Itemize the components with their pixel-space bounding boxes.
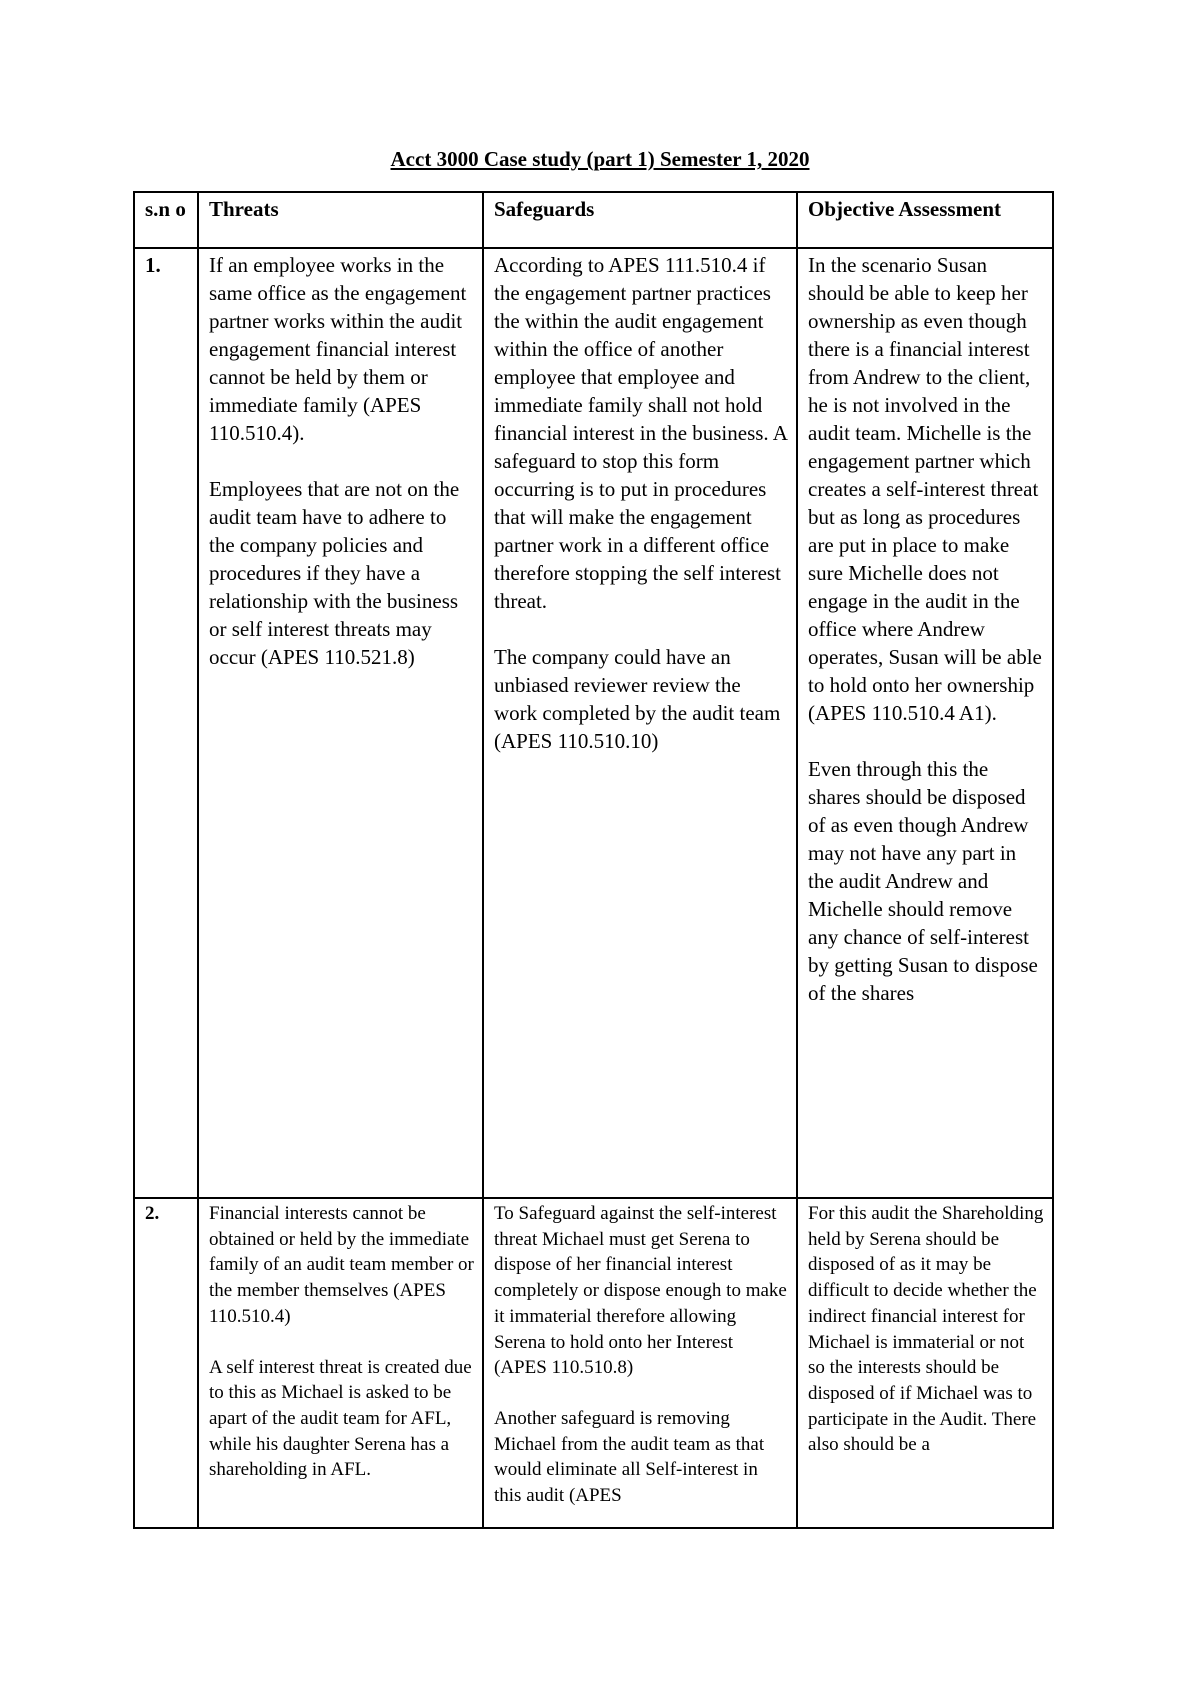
safeguards-paragraph: Another safeguard is removing Michael from the audit team as that would eliminate all Self-interest in this audit (APES xyxy=(494,1407,765,1507)
header-threats: Threats xyxy=(198,192,483,248)
row-number: 1. xyxy=(134,248,198,1198)
assessment-paragraph: For this audit the Shareholding held by Serena should be disposed of as it may be difficult to decide whether the indirect financial interest for Michael is immaterial or not so the interests should be disposed of if Michael was to participate in the Audit. There also should be a xyxy=(808,1203,1044,1456)
assessment-paragraph: In the scenario Susan should be able to keep her ownership as even though there is a financial interest from Andrew to the client, he is not involved in the audit team. Michelle is the engagement partner which creates a self-interest threat but as long as procedures are put in place to make sure Michelle does not engage in the audit in the office where Andrew operates, Susan will be able to hold onto her ownership (APES 110.510.4 A1). xyxy=(808,253,1042,725)
header-safeguards: Safeguards xyxy=(483,192,797,248)
threats-paragraph: If an employee works in the same office as the engagement partner works within the audit engagement financial interest cannot be held by them or immediate family (APES 110.510.4). xyxy=(209,253,467,445)
table-row xyxy=(134,1198,1053,1528)
safeguards-paragraph: To Safeguard against the self-interest threat Michael must get Serena to dispose of her financial interest completely or dispose enough to make it immaterial therefore allowing Serena to hold onto her Interest (APES 110.510.8) xyxy=(494,1203,787,1379)
assessment-cell xyxy=(797,248,1053,1198)
assessment-paragraph: Even through this the shares should be disposed of as even though Andrew may not have any part in the audit Andrew and Michelle should remove any chance of self-interest by getting Susan to dispose of the shares xyxy=(808,757,1038,1005)
header-objective-assessment: Objective Assessment xyxy=(797,192,1053,248)
threats-paragraph: A self interest threat is created due to this as Michael is asked to be apart of the audit team for AFL, while his daughter Serena has a shareholding in AFL. xyxy=(209,1356,472,1481)
threats-cell xyxy=(198,248,483,1198)
safeguards-cell xyxy=(483,248,797,1198)
safeguards-cell xyxy=(483,1198,797,1528)
safeguards-paragraph: According to APES 111.510.4 if the engagement partner practices the within the audit engagement within the office of another employee that employee and immediate family shall not hold financial interest in the business. A safeguard to stop this form occurring is to put in procedures that will make the engagement partner work in a different office therefore stopping the self interest threat. xyxy=(494,253,787,613)
assessment-cell xyxy=(797,1198,1053,1528)
threats-paragraph: Employees that are not on the audit team have to adhere to the company policies and procedures if they have a relationship with the business or self interest threats may occur (APES 110.521.8) xyxy=(209,477,460,669)
header-sno: s.n o xyxy=(134,192,198,248)
threats-cell xyxy=(198,1198,483,1528)
page-title: Acct 3000 Case study (part 1) Semester 1, 2020 xyxy=(390,147,810,171)
safeguards-paragraph: The company could have an unbiased reviewer review the work completed by the audit team (APES 110.510.10) xyxy=(494,645,781,753)
table-row xyxy=(134,248,1053,1198)
case-study-table xyxy=(133,191,1054,1529)
threats-paragraph: Financial interests cannot be obtained or held by the immediate family of an audit team member or the member themselves (APES 110.510.4) xyxy=(209,1203,474,1327)
table-header-row xyxy=(134,192,1053,248)
row-number: 2. xyxy=(134,1198,198,1528)
